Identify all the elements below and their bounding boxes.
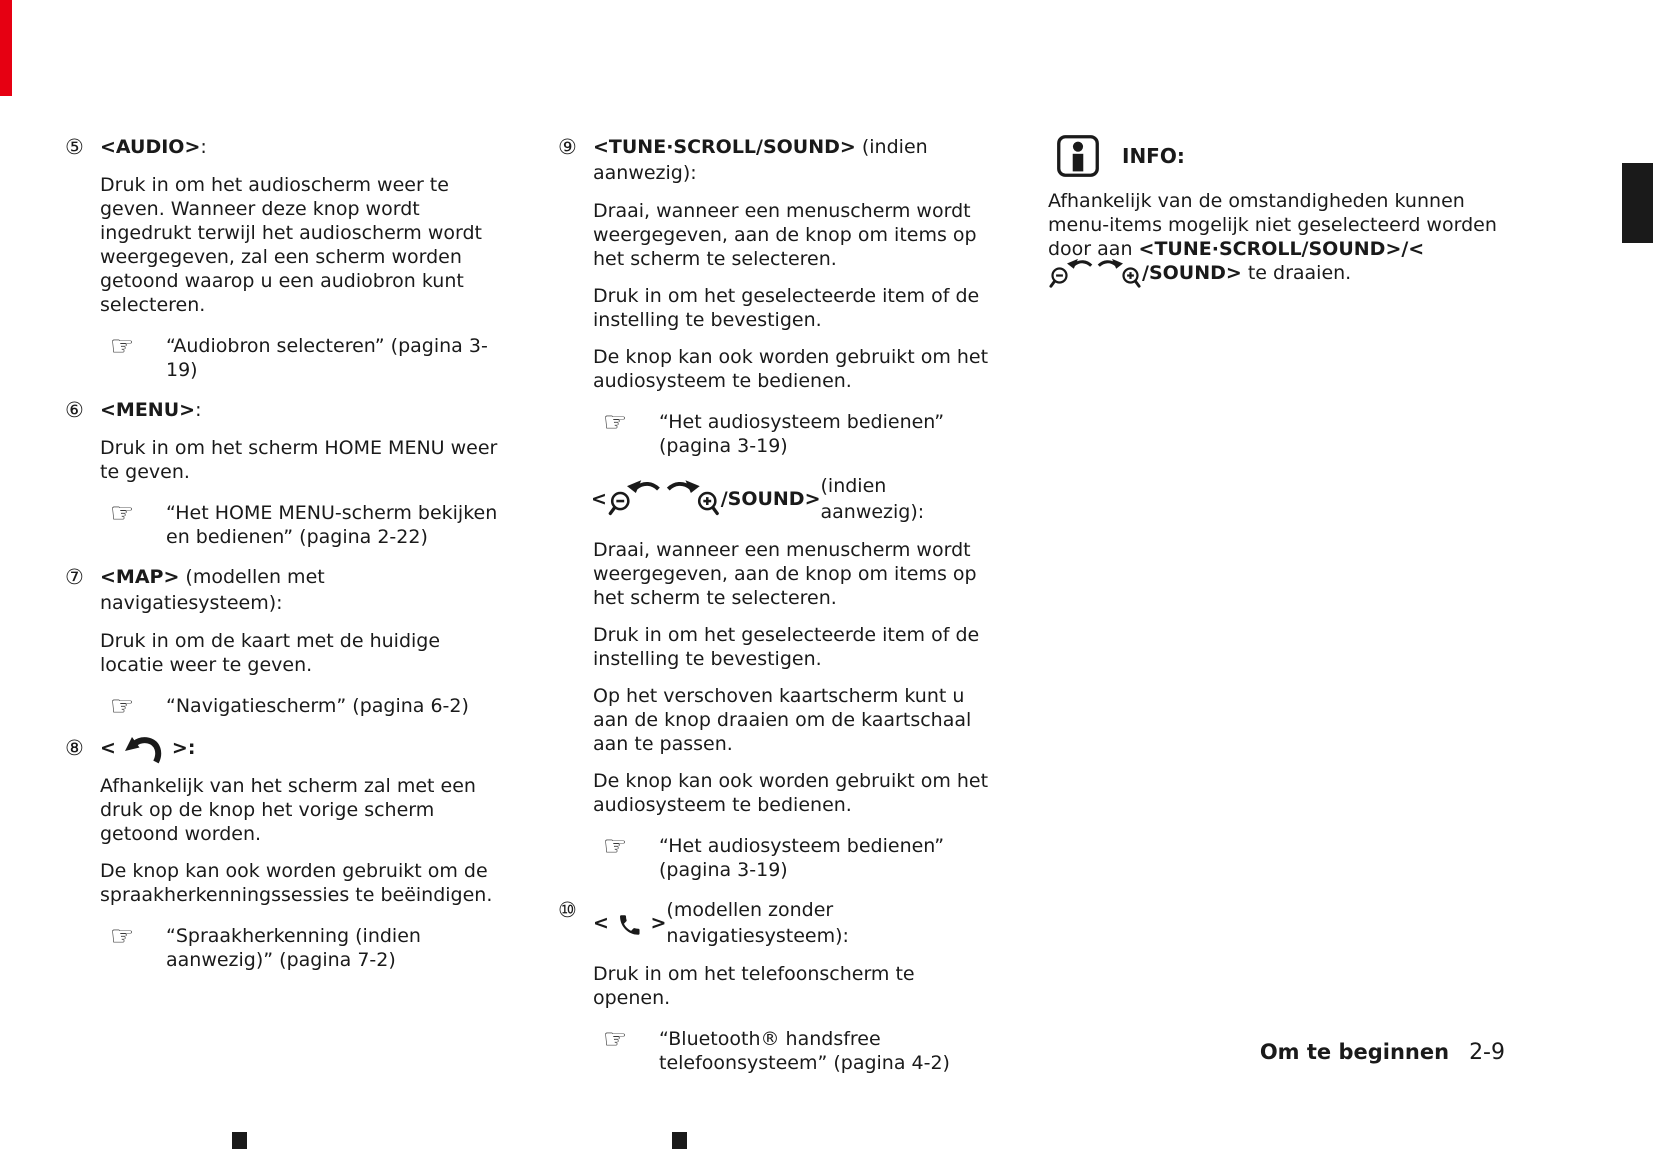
section-zoom-sound-knob — [558, 473, 993, 882]
cross-reference — [110, 921, 505, 972]
footer-page-number: 2-9 — [1469, 1040, 1505, 1065]
angle-close: >: — [171, 737, 196, 759]
zoom-in-icon — [1119, 266, 1142, 291]
cross-reference — [110, 691, 505, 722]
paragraph: De knop kan ook worden gebruikt om het audiosysteem te bedienen. — [593, 770, 989, 816]
chapter-color-bar — [0, 0, 12, 96]
info-icon — [1056, 134, 1100, 178]
button-name: /SOUND> — [1142, 262, 1242, 284]
reference-hand-icon: ☞ — [110, 331, 135, 362]
button-name: <MAP> — [100, 566, 180, 588]
angle-open: < — [591, 488, 607, 510]
paragraph: Druk in om de kaart met de huidige locatie weer te geven. — [100, 630, 441, 676]
column-3 — [1048, 134, 1510, 286]
reference-text: “Navigatiescherm” (pagina 6-2) — [166, 695, 469, 717]
info-text-part: te draaien. — [1241, 262, 1352, 284]
reference-hand-icon: ☞ — [110, 498, 135, 529]
cross-reference — [110, 331, 505, 382]
section-phone-button — [558, 897, 993, 1075]
button-name: /SOUND> — [720, 488, 821, 510]
reference-text: “Het HOME MENU-scherm bekijken en bedienen” (pagina 2-22) — [166, 502, 498, 548]
paragraph: Draai, wanneer een menuscherm wordt weergegeven, aan de knop om items op het scherm te selecteren. — [593, 200, 977, 270]
reference-text: “Het audiosysteem bedienen” (pagina 3-19) — [659, 411, 945, 457]
cross-reference — [603, 1024, 993, 1075]
print-registration-mark — [232, 1132, 247, 1149]
item-number: ⑤ — [65, 135, 84, 159]
reference-hand-icon: ☞ — [603, 831, 628, 862]
page-footer — [1260, 1040, 1505, 1065]
rotate-knob-arrows-icon — [627, 479, 700, 505]
paragraph: Druk in om het geselecteerde item of de instelling te bevestigen. — [593, 624, 980, 670]
phone-icon — [616, 912, 644, 938]
reference-hand-icon: ☞ — [110, 921, 135, 952]
item-number: ⑦ — [65, 565, 84, 589]
reference-hand-icon: ☞ — [603, 407, 628, 438]
rotate-knob-arrows-icon — [1067, 258, 1123, 278]
item-number: ⑨ — [558, 135, 577, 159]
reference-hand-icon: ☞ — [110, 691, 135, 722]
heading-suffix: (indien aanwezig): — [593, 136, 928, 184]
heading-suffix: (modellen met navigatiesysteem): — [100, 566, 325, 614]
paragraph: Druk in om het audioscherm weer te geven. Wanneer deze knop wordt ingedrukt terwijl het audioscherm wordt weergegeven, zal een scherm worden getoond waarop u een audiobron kunt selecteren. — [100, 174, 482, 316]
paragraph: Druk in om het geselecteerde item of de instelling te bevestigen. — [593, 285, 980, 331]
section-back-button — [65, 735, 505, 972]
reference-hand-icon: ☞ — [603, 1024, 628, 1055]
section-heading — [100, 134, 207, 160]
reference-text: “Bluetooth® handsfree telefoonsysteem” (pagina 4-2) — [659, 1028, 950, 1074]
angle-open: < — [100, 737, 116, 759]
button-name: <TUNE·SCROLL/SOUND> — [593, 136, 856, 158]
heading-suffix: : — [195, 399, 202, 421]
paragraph: Op het verschoven kaartscherm kunt u aan de knop draaien om de kaartschaal aan te passen. — [593, 685, 972, 755]
heading-suffix: (modellen zonder navigatiesysteem): — [666, 899, 849, 947]
item-number: ⑧ — [65, 736, 84, 760]
paragraph: De knop kan ook worden gebruikt om de spraakherkenningssessies te beëindigen. — [100, 860, 493, 906]
reference-text: “Het audiosysteem bedienen” (pagina 3-19) — [659, 835, 945, 881]
column-1 — [65, 134, 505, 987]
back-arrow-icon — [124, 735, 164, 765]
column-2 — [558, 134, 993, 1090]
angle-close: > — [650, 912, 667, 934]
item-number: ⑩ — [558, 898, 577, 922]
section-heading — [593, 897, 993, 949]
info-text — [1048, 189, 1510, 286]
paragraph: De knop kan ook worden gebruikt om het audiosysteem te bedienen. — [593, 346, 989, 392]
paragraph: Druk in om het telefoonscherm te openen. — [593, 963, 915, 1009]
knob-icon-inline — [1048, 261, 1142, 286]
heading-suffix: : — [200, 136, 207, 158]
paragraph: Afhankelijk van het scherm zal met een druk op de knop het vorige scherm getoond worden. — [100, 775, 476, 845]
section-map — [65, 564, 505, 720]
reference-text: “Spraakherkenning (indien aanwezig)” (pagina 7-2) — [166, 925, 421, 971]
section-audio — [65, 134, 505, 382]
cross-reference — [110, 498, 505, 549]
paragraph: Druk in om het scherm HOME MENU weer te geven. — [100, 437, 498, 483]
button-name: <AUDIO> — [100, 136, 201, 158]
info-text-part: Afhankelijk van de omstandigheden kunnen menu-items mogelijk niet geselecteerd worden door aan — [1048, 190, 1497, 260]
chapter-edge-tab — [1622, 163, 1653, 243]
paragraph: Draai, wanneer een menuscherm wordt weergegeven, aan de knop om items op het scherm te selecteren. — [593, 539, 977, 609]
section-heading — [100, 564, 505, 616]
angle-open: < — [593, 912, 609, 934]
item-number: ⑥ — [65, 398, 84, 422]
zoom-in-icon — [694, 490, 721, 519]
info-label: INFO: — [1122, 144, 1185, 168]
section-menu — [65, 397, 505, 549]
section-heading — [100, 735, 195, 761]
section-tune-scroll — [558, 134, 993, 458]
section-heading — [591, 473, 993, 525]
section-heading — [100, 397, 201, 423]
cross-reference — [603, 407, 993, 458]
button-name: <TUNE·SCROLL/SOUND>/< — [1138, 238, 1425, 260]
print-registration-mark — [672, 1132, 687, 1149]
heading-suffix: (indien aanwezig): — [820, 475, 925, 523]
footer-section-title: Om te beginnen — [1259, 1040, 1450, 1064]
section-heading — [593, 134, 993, 186]
cross-reference — [603, 831, 993, 882]
reference-text: “Audiobron selecteren” (pagina 3-19) — [166, 335, 488, 381]
info-header — [1056, 134, 1510, 178]
button-name: <MENU> — [100, 399, 196, 421]
